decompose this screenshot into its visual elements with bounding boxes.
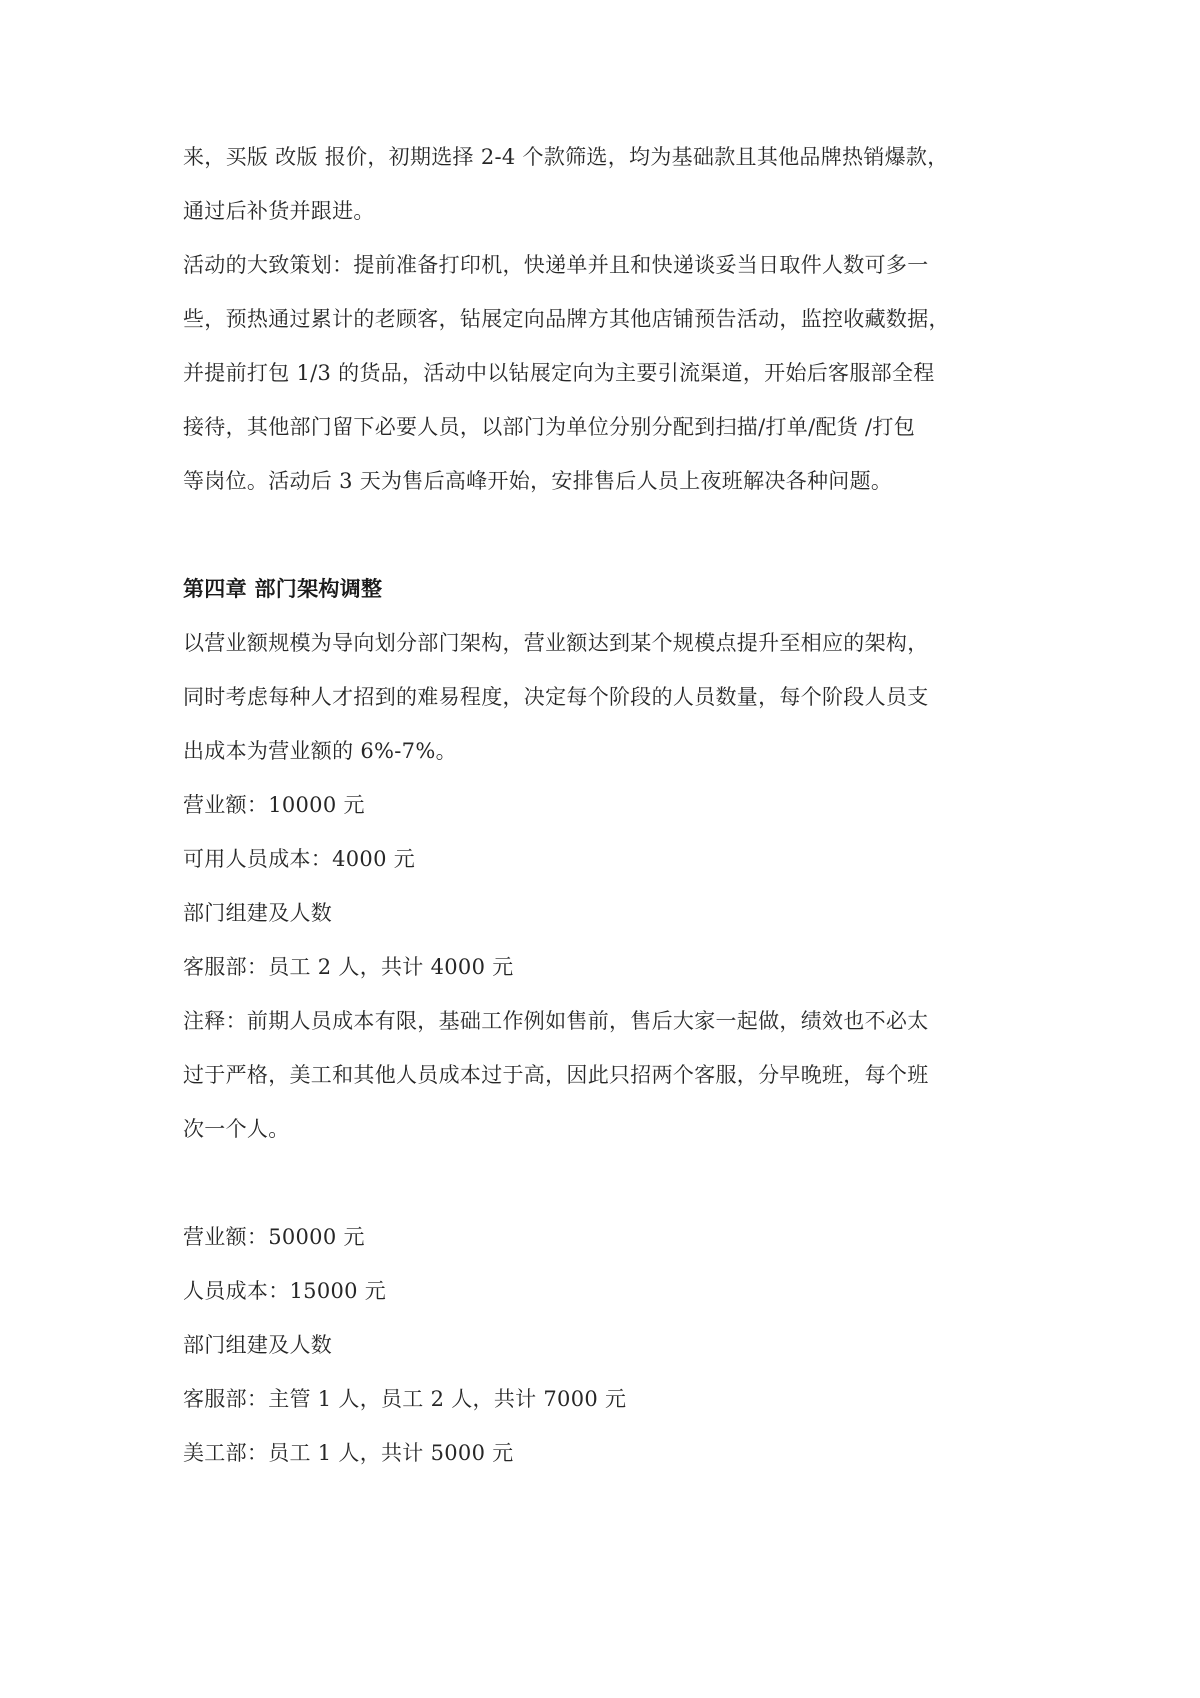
stage2-dept-customer-service: 客服部：主管 1 人，员工 2 人，共计 7000 元 (183, 1387, 627, 1411)
paragraph-line: 并提前打包 1/3 的货品，活动中以钻展定向为主要引流渠道，开始后客服部全程 (183, 361, 935, 385)
stage2-staff-cost: 人员成本：15000 元 (183, 1279, 387, 1303)
stage2-dept-design: 美工部：员工 1 人，共计 5000 元 (183, 1441, 514, 1465)
paragraph-line: 等岗位。活动后 3 天为售后高峰开始，安排售后人员上夜班解决各种问题。 (183, 469, 893, 493)
chapter-title: 第四章 部门架构调整 (183, 576, 383, 601)
paragraph-line: 接待，其他部门留下必要人员，以部门为单位分别分配到扫描/打单/配货 /打包 (183, 415, 915, 439)
stage2-dept-heading: 部门组建及人数 (183, 1333, 333, 1357)
paragraph-line: 以营业额规模为导向划分部门架构，营业额达到某个规模点提升至相应的架构， (183, 631, 929, 655)
stage1-note-line: 次一个人。 (183, 1117, 290, 1141)
paragraph-line: 来，买版 改版 报价，初期选择 2-4 个款筛选，均为基础款且其他品牌热销爆款， (183, 145, 949, 169)
stage1-dept-customer-service: 客服部：员工 2 人，共计 4000 元 (183, 955, 514, 979)
paragraph-line: 些，预热通过累计的老顾客，钻展定向品牌方其他店铺预告活动，监控收藏数据， (183, 307, 950, 331)
stage1-staff-cost: 可用人员成本：4000 元 (183, 847, 416, 871)
paragraph-line: 活动的大致策划：提前准备打印机，快递单并且和快递谈妥当日取件人数可多一 (183, 253, 929, 277)
stage1-note-line: 注释：前期人员成本有限，基础工作例如售前，售后大家一起做，绩效也不必太 (183, 1009, 929, 1033)
paragraph-line: 同时考虑每种人才招到的难易程度，决定每个阶段的人员数量，每个阶段人员支 (183, 685, 929, 709)
stage1-note-line: 过于严格，美工和其他人员成本过于高，因此只招两个客服，分早晚班，每个班 (183, 1063, 929, 1087)
stage1-revenue: 营业额：10000 元 (183, 793, 365, 817)
stage2-revenue: 营业额：50000 元 (183, 1225, 365, 1249)
paragraph-line: 通过后补货并跟进。 (183, 199, 375, 223)
stage1-dept-heading: 部门组建及人数 (183, 901, 333, 925)
paragraph-line: 出成本为营业额的 6%-7%。 (183, 739, 457, 763)
